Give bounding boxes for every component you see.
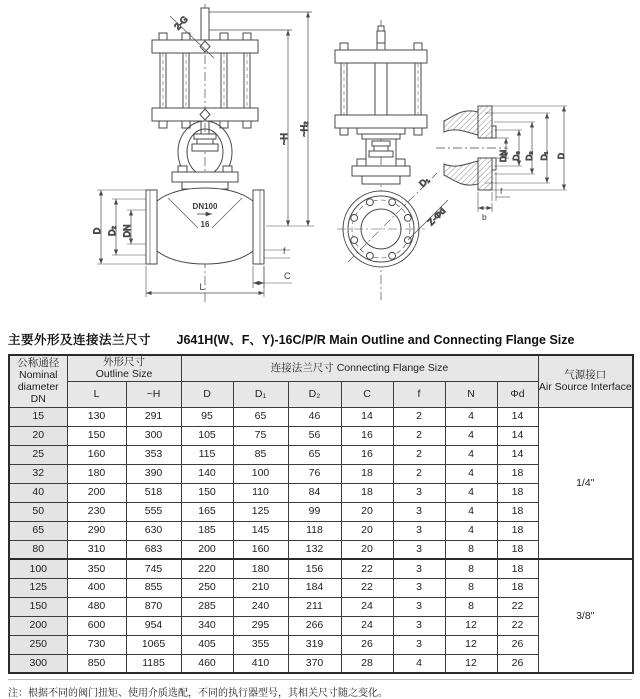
cell-value: 22 [497, 597, 538, 616]
cell-value: 2 [393, 445, 445, 464]
cell-value: 18 [497, 559, 538, 578]
cell-value: 266 [288, 616, 341, 635]
cell-value: 22 [497, 616, 538, 635]
cell-value: 230 [67, 502, 126, 521]
cell-value: 3 [393, 502, 445, 521]
cell-value: 26 [341, 635, 393, 654]
cell-value: 8 [445, 559, 497, 578]
cell-value: 310 [67, 540, 126, 559]
cell-value: 24 [341, 597, 393, 616]
cell-value: 480 [67, 597, 126, 616]
header-dn-en3: DN [30, 393, 46, 406]
cell-value: 118 [288, 521, 341, 540]
header-col-d: D [181, 381, 233, 407]
cell-value: 460 [181, 654, 233, 673]
cell-value: 3 [393, 597, 445, 616]
cell-value: 180 [67, 464, 126, 483]
cell-value: 20 [341, 540, 393, 559]
header-dn-en1: Nominal [18, 369, 58, 382]
header-outline-size [67, 355, 181, 381]
header-air-cn: 气源接口 [564, 369, 607, 382]
cell-value: 285 [181, 597, 233, 616]
table-row [9, 407, 633, 426]
cell-value: 2 [393, 407, 445, 426]
cell-value: 180 [233, 559, 288, 578]
cell-value: 16 [341, 445, 393, 464]
cell-value: 300 [126, 426, 181, 445]
dim-c-label: C [284, 271, 291, 281]
cell-value: 350 [67, 559, 126, 578]
detail-d1-label: D₁ [539, 151, 549, 161]
cell-value: 4 [445, 445, 497, 464]
cell-dn: 80 [9, 540, 67, 559]
cell-value: 12 [445, 616, 497, 635]
cell-value: 18 [497, 483, 538, 502]
cell-value: 200 [181, 540, 233, 559]
cell-value: 115 [181, 445, 233, 464]
cell-dn: 50 [9, 502, 67, 521]
cell-air-source: 3/8" [538, 559, 633, 673]
cell-value: 12 [445, 635, 497, 654]
cell-value: 132 [288, 540, 341, 559]
cell-value: 210 [233, 578, 288, 597]
cell-dn: 150 [9, 597, 67, 616]
cell-value: 4 [393, 654, 445, 673]
header-nominal-diameter [9, 355, 67, 407]
section-title-en: J641H(W、F、Y)-16C/P/R Main Outline and Connecting Flange Size [176, 333, 575, 347]
cell-value: 165 [181, 502, 233, 521]
cell-dn: 250 [9, 635, 67, 654]
cell-value: 18 [497, 578, 538, 597]
cell-value: 8 [445, 597, 497, 616]
cell-value: 730 [67, 635, 126, 654]
cell-value: 160 [67, 445, 126, 464]
dim-dn-label: DN [122, 224, 132, 238]
cell-value: 3 [393, 540, 445, 559]
detail-f-label: f [500, 186, 503, 196]
cell-value: 8 [445, 578, 497, 597]
cell-value: 185 [181, 521, 233, 540]
cell-value: 3 [393, 483, 445, 502]
body-marking-pn: 16 [200, 220, 210, 229]
cell-value: 99 [288, 502, 341, 521]
cell-value: 2 [393, 464, 445, 483]
cell-dn: 15 [9, 407, 67, 426]
cell-value: 14 [497, 426, 538, 445]
header-dn-en2: diameter [17, 381, 59, 394]
cell-value: 18 [341, 464, 393, 483]
cell-dn: 20 [9, 426, 67, 445]
footnote: 注：根据不同的阀门扭矩、使用介质选配，不同的执行器型号，其相关尺寸随之变化。 [8, 679, 632, 699]
cell-value: 745 [126, 559, 181, 578]
header-col-d2: D₂ [288, 381, 341, 407]
cell-dn: 200 [9, 616, 67, 635]
cell-value: 3 [393, 521, 445, 540]
header-col-phid: Φd [497, 381, 538, 407]
cell-value: 954 [126, 616, 181, 635]
cell-value: 600 [67, 616, 126, 635]
cell-value: 850 [67, 654, 126, 673]
cell-value: 400 [67, 578, 126, 597]
cell-value: 160 [233, 540, 288, 559]
cell-value: 105 [181, 426, 233, 445]
cell-value: 1065 [126, 635, 181, 654]
cell-value: 18 [497, 540, 538, 559]
cell-value: 291 [126, 407, 181, 426]
port-size-label: 2-G [172, 14, 190, 32]
cell-value: 355 [233, 635, 288, 654]
cell-value: 518 [126, 483, 181, 502]
header-air-source [538, 355, 633, 407]
cell-value: 26 [497, 654, 538, 673]
cell-value: 870 [126, 597, 181, 616]
detail-d6-label: D₆ [511, 151, 521, 161]
cell-value: 18 [497, 464, 538, 483]
cell-value: 405 [181, 635, 233, 654]
cell-air-source: 1/4" [538, 407, 633, 559]
header-outline-en: Outline Size [95, 368, 153, 381]
cell-value: 2 [393, 426, 445, 445]
side-view-drawing [335, 20, 448, 300]
cell-value: 250 [181, 578, 233, 597]
cell-value: 295 [233, 616, 288, 635]
cell-value: 110 [233, 483, 288, 502]
dim-f-label: f [283, 246, 286, 256]
cell-value: 1185 [126, 654, 181, 673]
cell-value: 56 [288, 426, 341, 445]
detail-b-label: b [482, 212, 487, 222]
cell-dn: 25 [9, 445, 67, 464]
cell-value: 46 [288, 407, 341, 426]
cell-value: 4 [445, 407, 497, 426]
cell-value: 12 [445, 654, 497, 673]
header-flange-size: 连接法兰尺寸 Connecting Flange Size [181, 355, 538, 381]
cell-value: 84 [288, 483, 341, 502]
cell-value: 211 [288, 597, 341, 616]
cell-value: 200 [67, 483, 126, 502]
cell-value: 3 [393, 616, 445, 635]
header-air-en: Air Source Interface [538, 381, 632, 394]
front-view-drawing [92, 4, 314, 302]
header-col-h: ~H [126, 381, 181, 407]
cell-value: 22 [341, 559, 393, 578]
cell-value: 4 [445, 502, 497, 521]
cell-value: 4 [445, 483, 497, 502]
cell-value: 100 [233, 464, 288, 483]
cell-value: 184 [288, 578, 341, 597]
cell-value: 156 [288, 559, 341, 578]
cell-value: 140 [181, 464, 233, 483]
cell-value: 95 [181, 407, 233, 426]
cell-value: 410 [233, 654, 288, 673]
cell-value: 26 [497, 635, 538, 654]
dim-d1-bolt-circle-label: D₁ [417, 174, 432, 189]
flange-detail-drawing [436, 106, 567, 222]
cell-dn: 40 [9, 483, 67, 502]
cell-value: 76 [288, 464, 341, 483]
section-title-cn: 主要外形及连接法兰尺寸 [8, 333, 152, 347]
cell-value: 630 [126, 521, 181, 540]
header-col-n: N [445, 381, 497, 407]
cell-value: 240 [233, 597, 288, 616]
dim-d-label: D [92, 227, 102, 235]
cell-value: 319 [288, 635, 341, 654]
header-col-f: f [393, 381, 445, 407]
cell-value: 14 [341, 407, 393, 426]
cell-value: 16 [341, 426, 393, 445]
table-row [9, 559, 633, 578]
cell-dn: 100 [9, 559, 67, 578]
header-dn-cn: 公称通径 [17, 357, 60, 370]
valve-technical-drawing [0, 0, 640, 322]
dim-h2-label: ~H₂ [299, 121, 309, 137]
cell-value: 28 [341, 654, 393, 673]
cell-value: 4 [445, 464, 497, 483]
cell-value: 65 [288, 445, 341, 464]
dimension-table [8, 354, 634, 674]
cell-value: 20 [341, 502, 393, 521]
cell-value: 150 [67, 426, 126, 445]
cell-value: 125 [233, 502, 288, 521]
dim-h-label: ~H [279, 133, 289, 145]
cell-value: 85 [233, 445, 288, 464]
cell-value: 3 [393, 559, 445, 578]
header-outline-cn: 外形尺寸 [103, 356, 145, 369]
cell-value: 555 [126, 502, 181, 521]
cell-value: 4 [445, 426, 497, 445]
cell-dn: 65 [9, 521, 67, 540]
cell-value: 8 [445, 540, 497, 559]
cell-value: 18 [497, 521, 538, 540]
section-title [0, 322, 640, 352]
cell-value: 683 [126, 540, 181, 559]
cell-dn: 32 [9, 464, 67, 483]
cell-value: 3 [393, 578, 445, 597]
cell-value: 18 [341, 483, 393, 502]
detail-d-label: D [556, 152, 566, 160]
cell-dn: 300 [9, 654, 67, 673]
cell-value: 3 [393, 635, 445, 654]
cell-value: 145 [233, 521, 288, 540]
cell-value: 20 [341, 521, 393, 540]
detail-d2-label: D₂ [524, 151, 534, 161]
body-marking-dn: DN100 [192, 202, 218, 211]
cell-value: 4 [445, 521, 497, 540]
cell-dn: 125 [9, 578, 67, 597]
cell-value: 390 [126, 464, 181, 483]
cell-value: 150 [181, 483, 233, 502]
header-col-d1: D₁ [233, 381, 288, 407]
cell-value: 340 [181, 616, 233, 635]
cell-value: 18 [497, 502, 538, 521]
cell-value: 353 [126, 445, 181, 464]
cell-value: 130 [67, 407, 126, 426]
dim-z-phi-d-label: Z-Φd [425, 205, 448, 228]
cell-value: 855 [126, 578, 181, 597]
cell-value: 22 [341, 578, 393, 597]
cell-value: 65 [233, 407, 288, 426]
header-col-c: C [341, 381, 393, 407]
dim-l-label: L [199, 282, 205, 292]
header-col-l: L [67, 381, 126, 407]
cell-value: 14 [497, 445, 538, 464]
cell-value: 14 [497, 407, 538, 426]
cell-value: 24 [341, 616, 393, 635]
detail-dn-label: DN [498, 149, 508, 163]
table-body [9, 407, 633, 673]
dim-d2-label: D₂ [107, 226, 117, 236]
cell-value: 290 [67, 521, 126, 540]
cell-value: 220 [181, 559, 233, 578]
cell-value: 370 [288, 654, 341, 673]
cell-value: 75 [233, 426, 288, 445]
